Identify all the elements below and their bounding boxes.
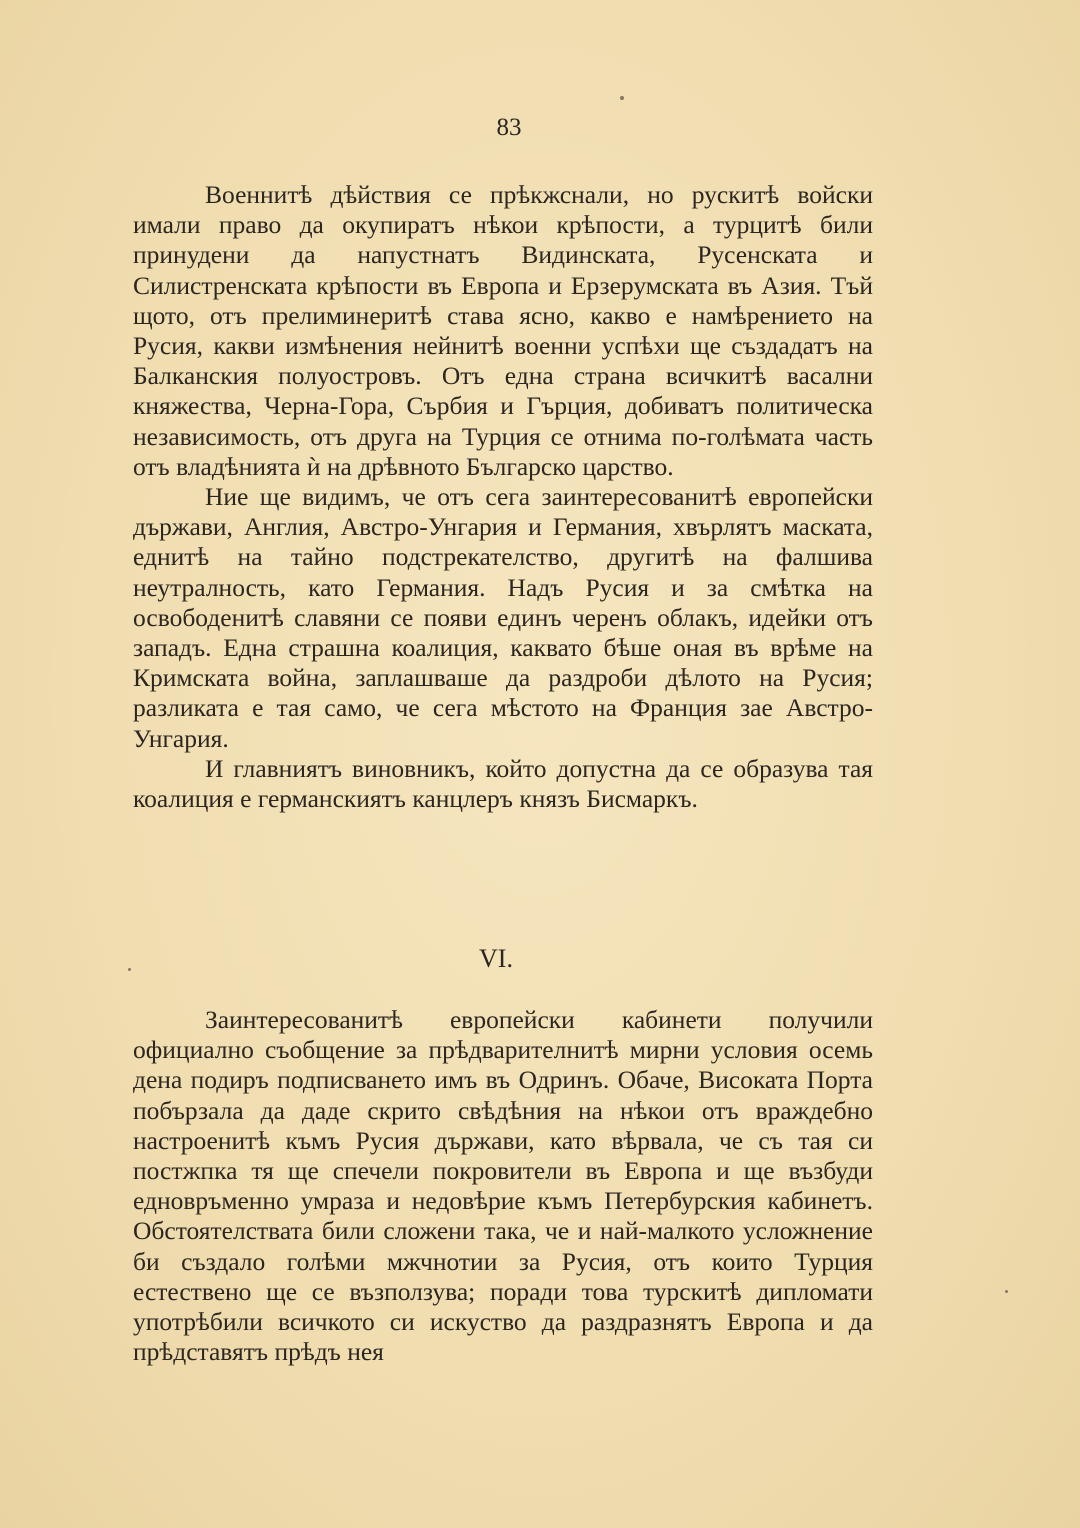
text-block-1 xyxy=(133,180,873,814)
paragraph: Ние ще видимъ, че отъ сега заинтересованитѣ европейски държави, Англия, Австро-Унгария и Германия, хвърлятъ маската, еднитѣ на тайно подстрекателство, другитѣ на фалшива неутралность, като Германия. Надъ Русия и за смѣтка на освободенитѣ славяни се появи единъ черенъ облакъ, идейки отъ западъ. Една страшна коалиция, каквато бѣше оная въ врѣме на Кримската война, заплашваше да раздроби дѣлото на Русия; разликата е тая само, че сега мѣстото на Франция зае Австро-Унгария. xyxy=(133,482,873,753)
page-number: 83 xyxy=(496,114,522,141)
paragraph: Заинтересованитѣ европейски кабинети получили официално съобщение за прѣдварителнитѣ мирни условия осемь дена подиръ подписването имъ въ Одринъ. Обаче, Високата Порта побързала да даде скрито свѣдѣния на нѣкои отъ враждебно настроенитѣ къмъ Русия държави, като вѣрвала, че съ тая си постжпка тя ще спечели покровители въ Европа и ще възбуди едновръменно умраза и недовѣрие къмъ Петербурския кабинетъ. Обстоятелствата били сложени така, че и най-малкото усложнение би създало голѣми мжчнотии за Русия, отъ които Турция естествено ще се възползува; поради това турскитѣ дипломати употрѣбили всичкото си искуство да раздразнятъ Европа и да прѣдставятъ прѣдъ нея xyxy=(133,1005,873,1367)
paper-speck xyxy=(1005,1290,1008,1293)
paper-speck xyxy=(620,96,624,100)
section-heading: VI. xyxy=(479,944,513,973)
paragraph: Военнитѣ дѣйствия се прѣкжснали, но рускитѣ войски имали право да окупиратъ нѣкои крѣпости, а турцитѣ били принудени да напустнатъ Видинската, Русенската и Силистренската крѣпости въ Европа и Ерзерумската въ Азия. Тъй щото, отъ прелиминеритѣ става ясно, какво е намѣрението на Русия, какви измѣнения нейнитѣ военни успѣхи ще създадатъ на Балканския полуостровъ. Отъ една страна всичкитѣ васални княжества, Черна-Гора, Сърбия и Гърция, добиватъ политическа независимость, отъ друга на Турция се отнима по-голѣмата часть отъ владѣнията ѝ на дрѣвното Българско царство. xyxy=(133,180,873,481)
paper-speck xyxy=(128,968,131,971)
text-block-2 xyxy=(133,1005,873,1367)
paragraph: И главниятъ виновникъ, който допустна да се образува тая коалиция е германскиятъ канцлеръ князъ Бисмаркъ. xyxy=(133,753,873,814)
